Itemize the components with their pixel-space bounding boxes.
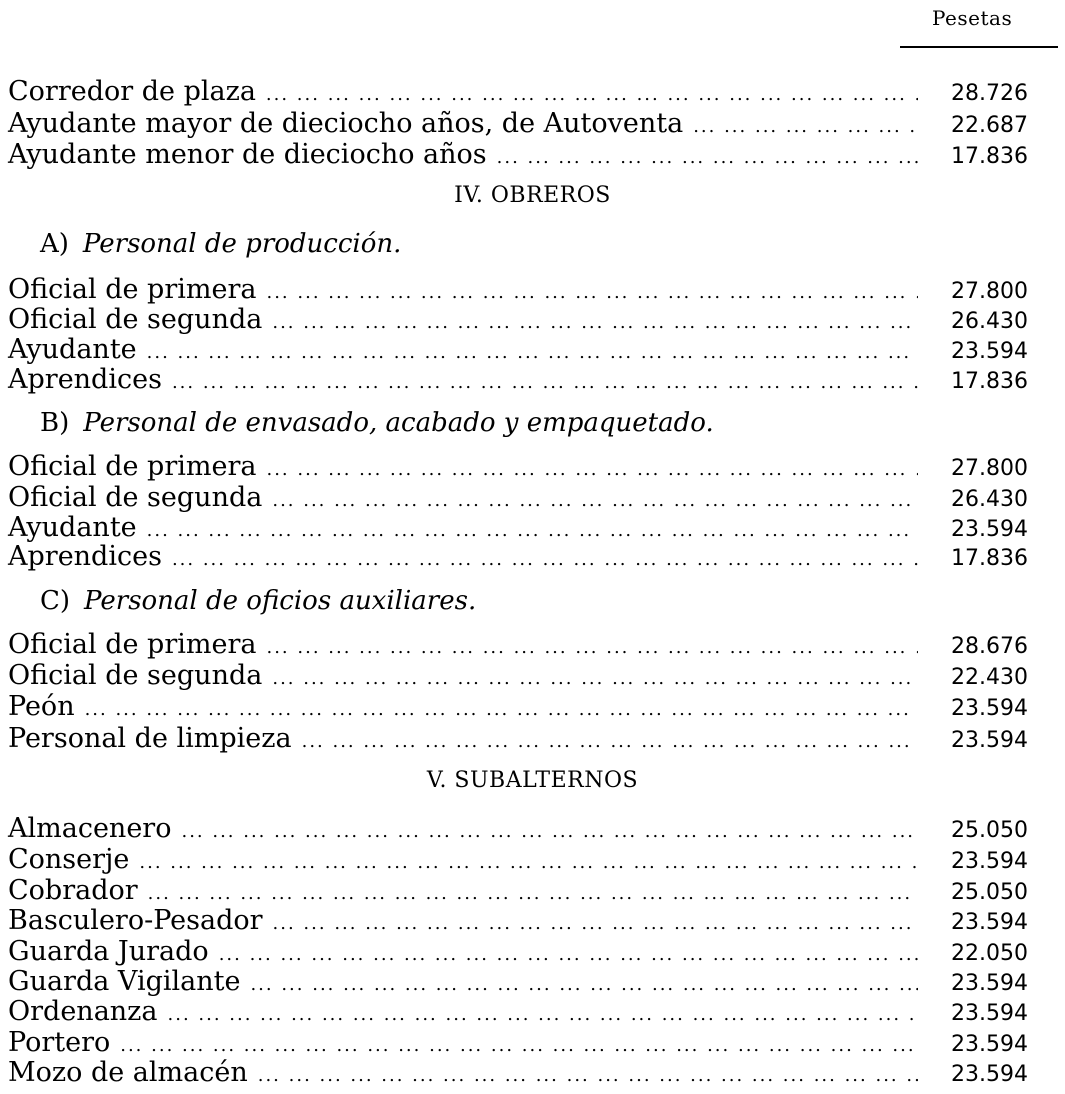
row-label: Almacenero (8, 813, 172, 844)
salary-row (8, 997, 1028, 1027)
salary-row (8, 876, 1028, 906)
leader-dots (258, 1061, 918, 1091)
leader-dots (693, 112, 918, 142)
row-label: Ayudante (8, 512, 137, 543)
row-label: Corredor de plaza (8, 76, 256, 107)
subsection-heading-c (40, 586, 476, 616)
row-label: Guarda Vigilante (8, 966, 241, 997)
row-value: 22.050 (951, 941, 1028, 966)
subsection-letter: C) (40, 586, 71, 616)
row-value: 22.687 (951, 113, 1028, 138)
row-value: 26.430 (951, 309, 1028, 334)
column-header-pesetas: Pesetas (932, 6, 1013, 30)
leader-dots (168, 1000, 918, 1030)
leader-dots (497, 143, 918, 173)
row-value: 23.594 (951, 517, 1028, 542)
row-label: Oficial de segunda (8, 304, 263, 335)
section-heading-obreros: IV. OBREROS (454, 183, 611, 208)
leader-dots (266, 80, 918, 110)
salary-row (8, 140, 1028, 170)
row-label: Aprendices (8, 541, 162, 572)
column-header-rule (900, 46, 1058, 48)
row-value: 17.836 (951, 369, 1028, 394)
leader-dots (266, 633, 918, 663)
subsection-title: Personal de oficios auxiliares. (84, 586, 477, 616)
subsection-letter: A) (40, 229, 69, 259)
row-label: Mozo de almacén (8, 1057, 248, 1088)
leader-dots (219, 940, 918, 970)
leader-dots (266, 455, 918, 485)
row-value: 23.594 (951, 339, 1028, 364)
salary-row (8, 630, 1028, 660)
row-value: 17.836 (951, 144, 1028, 169)
row-value: 23.594 (951, 696, 1028, 721)
salary-row (8, 275, 1028, 305)
salary-row (8, 335, 1028, 365)
row-label: Basculero-Pesador (8, 905, 263, 936)
section-heading-subalternos: V. SUBALTERNOS (426, 768, 639, 793)
salary-row (8, 661, 1028, 691)
leader-dots (147, 338, 918, 368)
subsection-title: Personal de envasado, acabado y empaquetado. (83, 408, 714, 438)
row-value: 27.800 (951, 279, 1028, 304)
row-value: 23.594 (951, 1032, 1028, 1057)
salary-row (8, 77, 1028, 107)
row-label: Ayudante menor de dieciocho años (8, 139, 487, 170)
row-label: Oficial de primera (8, 629, 257, 660)
subsection-heading-a (40, 229, 401, 259)
salary-row (8, 513, 1028, 543)
row-value: 22.430 (951, 665, 1028, 690)
salary-row (8, 845, 1028, 875)
leader-dots (172, 368, 918, 398)
row-value: 23.594 (951, 1062, 1028, 1087)
leader-dots (266, 278, 918, 308)
subsection-title: Personal de producción. (82, 229, 402, 259)
row-label: Conserje (8, 844, 130, 875)
row-label: Cobrador (8, 875, 138, 906)
salary-row (8, 937, 1028, 967)
row-label: Ayudante mayor de dieciocho años, de Autoventa (8, 108, 684, 139)
salary-row (8, 452, 1028, 482)
leader-dots (302, 727, 918, 757)
leader-dots (148, 879, 918, 909)
leader-dots (273, 909, 918, 939)
row-value: 25.050 (951, 818, 1028, 843)
row-label: Oficial de primera (8, 451, 257, 482)
leader-dots (272, 308, 918, 338)
salary-row (8, 365, 1028, 395)
row-value: 25.050 (951, 880, 1028, 905)
row-value: 27.800 (951, 456, 1028, 481)
row-value: 17.836 (951, 546, 1028, 571)
row-value: 23.594 (951, 910, 1028, 935)
leader-dots (272, 486, 918, 516)
leader-dots (85, 695, 918, 725)
leader-dots (250, 970, 918, 1000)
row-label: Ayudante (8, 334, 137, 365)
leader-dots (272, 664, 918, 694)
leader-dots (139, 848, 918, 878)
leader-dots (172, 545, 918, 575)
leader-dots (181, 817, 918, 847)
row-value: 28.676 (951, 634, 1028, 659)
salary-row (8, 542, 1028, 572)
salary-row (8, 967, 1028, 997)
row-value: 23.594 (951, 728, 1028, 753)
salary-row (8, 483, 1028, 513)
salary-row (8, 1058, 1028, 1088)
row-label: Oficial de segunda (8, 660, 263, 691)
row-label: Ordenanza (8, 996, 158, 1027)
salary-row (8, 109, 1028, 139)
row-label: Guarda Jurado (8, 936, 209, 967)
salary-row (8, 305, 1028, 335)
row-value: 23.594 (951, 849, 1028, 874)
row-label: Oficial de primera (8, 274, 257, 305)
salary-row (8, 724, 1028, 754)
row-label: Portero (8, 1027, 111, 1058)
row-value: 23.594 (951, 1001, 1028, 1026)
salary-row (8, 814, 1028, 844)
subsection-heading-b (40, 408, 714, 438)
row-label: Aprendices (8, 364, 162, 395)
row-label: Oficial de segunda (8, 482, 263, 513)
row-value: 23.594 (951, 971, 1028, 996)
row-label: Personal de limpieza (8, 723, 292, 754)
salary-row (8, 692, 1028, 722)
subsection-letter: B) (40, 408, 70, 438)
salary-row (8, 906, 1028, 936)
row-label: Peón (8, 691, 75, 722)
salary-row (8, 1028, 1028, 1058)
row-value: 28.726 (951, 81, 1028, 106)
row-value: 26.430 (951, 487, 1028, 512)
